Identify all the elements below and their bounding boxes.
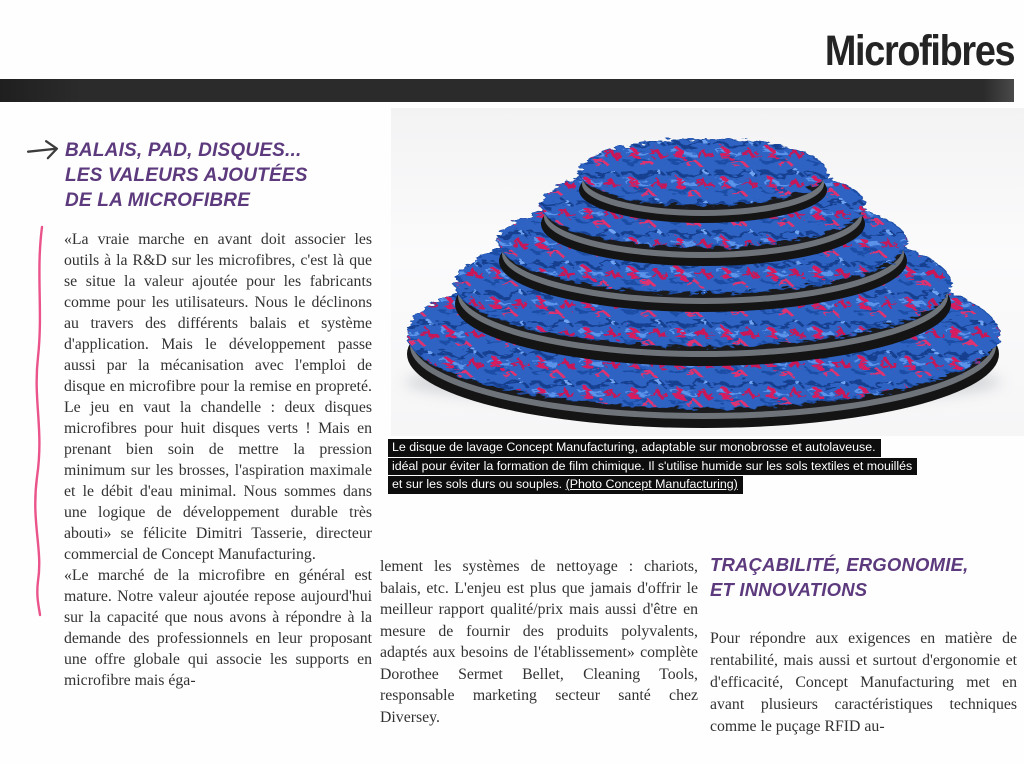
section2-heading-line: TRAÇABILITÉ, ERGONOMIE, <box>710 554 969 575</box>
microfiber-disc-stack-illustration <box>391 108 1024 436</box>
caption-photo-credit: (Photo Concept Manufacturing) <box>565 477 738 491</box>
arrow-right-icon <box>24 135 65 165</box>
pink-annotation-line <box>28 225 50 617</box>
article-heading-line: DE LA MICROFIBRE <box>65 190 251 211</box>
article-column-left <box>64 229 372 754</box>
paragraph-quote-1: «La vraie marche en avant doit associer les outils à la R&D sur les microfibres, c'est là que se situe la valeur ajoutée pour les fabricants comme pour les utilisateurs. Nous le déclinons au travers des différents balais et système d'application. Mais le développement passe aussi par la mécanisation avec l'emploi de disque en microfibre pour la remise en propreté. Le jeu en vaut la chandelle : deux disques microfibres pour huit disques verts ! Mais en prenant bien soin de mettre la pression minimum sur les brosses, l'aspiration maximale et le débit d'eau minimal. Nous sommes dans une logique de développement durable très abouti» se félicite Dimitri Tasserie, directeur commercial de Concept Manufacturing. <box>64 231 372 563</box>
article-column-right <box>710 628 1017 756</box>
caption-line: Le disque de lavage Concept Manufacturing, adaptable sur monobrosse et autolaveuse. <box>388 439 881 457</box>
paragraph-section2: Pour répondre aux exigences en matière de rentabilité, mais aussi et surtout d'ergonomie et d'efficacité, Concept Manufacturing met en avant plusieurs caractéristiques techniques comme le puçage RFID au- <box>710 630 1017 735</box>
caption-line: idéal pour éviter la formation de film chimique. Il s'utilise humide sur les sols textiles et mouillés <box>388 458 917 476</box>
article-heading <box>65 138 375 213</box>
article-heading-line: BALAIS, PAD, DISQUES... <box>65 140 302 161</box>
product-photo <box>391 108 1024 436</box>
paragraph-continuation: lement les systèmes de nettoyage : chariots, balais, etc. L'enjeu est plus que jamais d'offrir le meilleur rapport qualité/prix mais aussi d'être en mesure de fournir des produits polyvalents, adaptés aux besoins de l'établissement» complète Dorothee Sermet Bellet, Cleaning Tools, responsable marketing secteur santé chez Diversey. <box>380 558 698 726</box>
title-rule <box>0 79 1014 102</box>
paragraph-quote-2: «Le marché de la microfibre en général est mature. Notre valeur ajoutée repose aujourd'hui sur la capacité que nous avons à répondre à la demande des professionnels en leur proposant une offre globale qui associe les supports en microfibre mais éga- <box>64 567 372 689</box>
page-title: Microfibres <box>824 27 1014 75</box>
caption-line-text: et sur les sols durs ou souples. <box>392 477 566 491</box>
article-heading-line: LES VALEURS AJOUTÉES <box>65 165 308 186</box>
section2-heading-line: ET INNOVATIONS <box>710 579 868 600</box>
photo-caption <box>388 439 988 495</box>
section2-heading <box>710 552 1020 602</box>
caption-line <box>388 476 743 494</box>
article-column-middle <box>380 556 698 751</box>
